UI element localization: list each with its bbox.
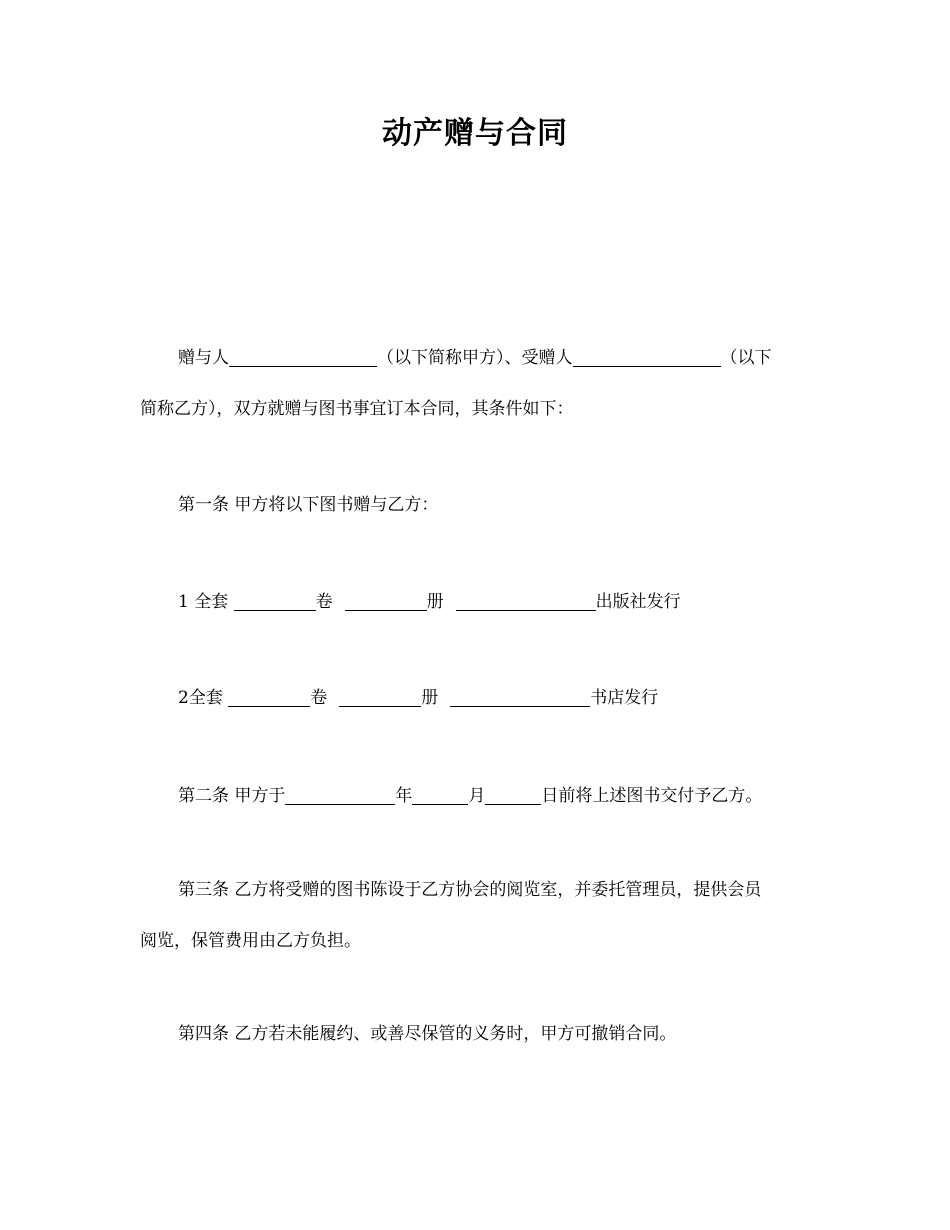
article-2-year-label: 年 — [395, 786, 413, 806]
article-2 — [178, 783, 762, 809]
article-3-line-1: 第三条 乙方将受赠的图书陈设于乙方协会的阅览室，并委托管理员，提供会员 — [178, 880, 762, 900]
donee-suffix: （以下 — [720, 348, 772, 368]
item-1-suffix: 出版社发行 — [595, 592, 681, 612]
donor-label: 赠与人 — [178, 348, 229, 368]
article-2-month-label: 月 — [468, 786, 486, 806]
article-1-heading: 第一条 甲方将以下图书赠与乙方： — [178, 495, 439, 515]
article-2-suffix: 日前将上述图书交付予乙方。 — [541, 786, 763, 806]
article-2-year-blank — [285, 786, 395, 805]
item-1-prefix: 1 全套 — [178, 592, 234, 612]
donor-suffix: （以下简称甲方）、受赠人 — [377, 348, 573, 368]
document-title: 动产赠与合同 — [382, 116, 568, 151]
item-1-publisher-blank — [456, 592, 596, 611]
item-2-suffix: 书店发行 — [590, 688, 659, 708]
item-1-set-blank — [234, 592, 316, 611]
item-2-bookstore-blank — [450, 688, 590, 707]
article-2-prefix: 第二条 甲方于 — [178, 786, 286, 806]
item-2-volume-label: 卷 — [310, 688, 328, 708]
article-1-item-2 — [178, 685, 658, 711]
item-2-volume-blank — [339, 688, 421, 707]
item-2-book-label: 册 — [421, 688, 439, 708]
intro-line-1 — [178, 345, 772, 371]
item-1-volume-blank — [345, 592, 427, 611]
item-1-volume-label: 卷 — [315, 592, 333, 612]
article-1-item-1 — [178, 589, 681, 615]
article-2-month-blank — [412, 786, 468, 805]
donor-name-blank — [229, 348, 377, 367]
intro-line-2: 简称乙方），双方就赠与图书事宜订本合同，其条件如下： — [140, 399, 574, 419]
item-1-book-label: 册 — [426, 592, 444, 612]
article-3-line-2: 阅览，保管费用由乙方负担。 — [140, 931, 361, 951]
item-2-prefix: 2全套 — [178, 688, 229, 708]
article-4: 第四条 乙方若未能履约、或善尽保管的义务时，甲方可撤销合同。 — [178, 1024, 677, 1044]
article-2-day-blank — [485, 786, 541, 805]
item-2-set-blank — [228, 688, 310, 707]
donee-name-blank — [573, 348, 721, 367]
